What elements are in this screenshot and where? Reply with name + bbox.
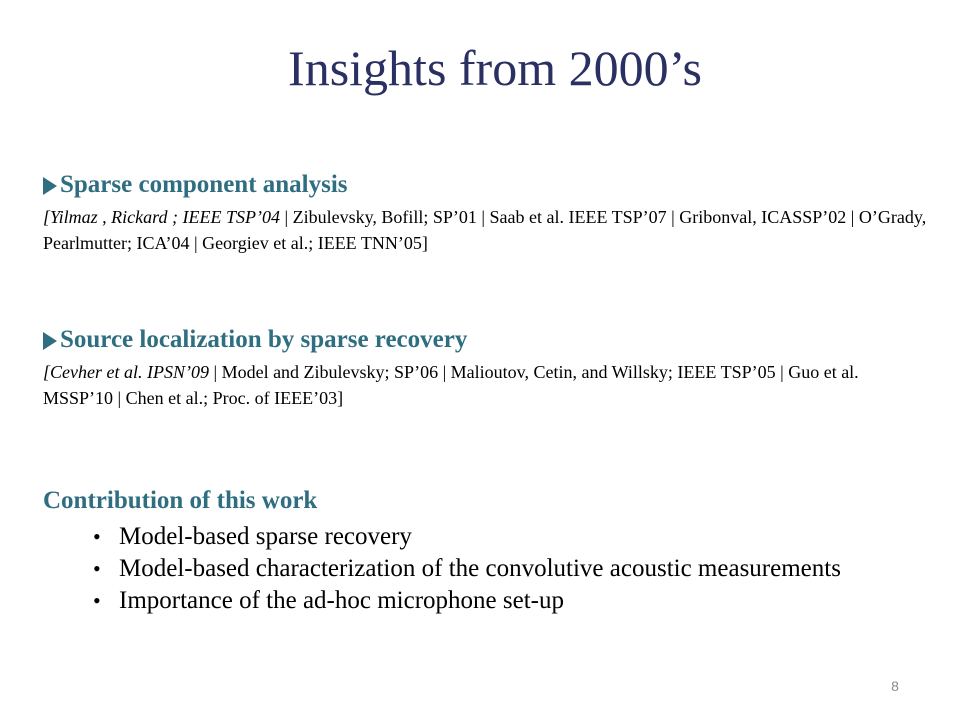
arrow-bullet-icon (43, 332, 57, 350)
references (43, 359, 933, 411)
references-italic: [Cevher et al. IPSN’09 (43, 362, 214, 382)
slide-title: Insights from 2000’s (288, 40, 702, 96)
arrow-bullet-icon (43, 177, 57, 195)
section-source-localization (43, 325, 933, 411)
contribution-list (43, 521, 923, 617)
bullet-dot-icon: • (93, 588, 101, 613)
section-heading (43, 170, 933, 200)
references-plain: | Zibulevsky, Bofill; SP’01 | Saab et al. IEEE TSP’07 | Gribonval, ICASSP’02 | O’Grady, Pearlmutter; ICA’04 | Georgiev et al.; IEEE TNN’05] (43, 207, 927, 253)
page-number: 8 (891, 678, 899, 694)
bullet-dot-icon: • (93, 556, 101, 581)
list-item (43, 585, 923, 617)
references-plain: | Model and Zibulevsky; SP’06 | Malioutov, Cetin, and Willsky; IEEE TSP’05 | Guo et al. MSSP’10 | Chen et al.; Proc. of IEEE’03] (43, 362, 859, 408)
list-item (43, 553, 923, 585)
list-item-text: Importance of the ad-hoc microphone set-up (119, 587, 564, 614)
references (43, 204, 933, 256)
bullet-dot-icon: • (93, 524, 101, 549)
references-italic: [Yilmaz , Rickard ; IEEE TSP’04 (43, 207, 285, 227)
section-heading (43, 325, 933, 355)
list-item-text: Model-based characterization of the convolutive acoustic measurements (119, 555, 841, 582)
section-sparse-component-analysis (43, 170, 933, 256)
section-heading-text: Source localization by sparse recovery (60, 326, 468, 353)
list-item-text: Model-based sparse recovery (119, 523, 412, 550)
contribution-heading: Contribution of this work (43, 487, 318, 514)
section-heading-text: Sparse component analysis (60, 171, 348, 198)
contribution-section (43, 485, 923, 617)
list-item (43, 521, 923, 553)
